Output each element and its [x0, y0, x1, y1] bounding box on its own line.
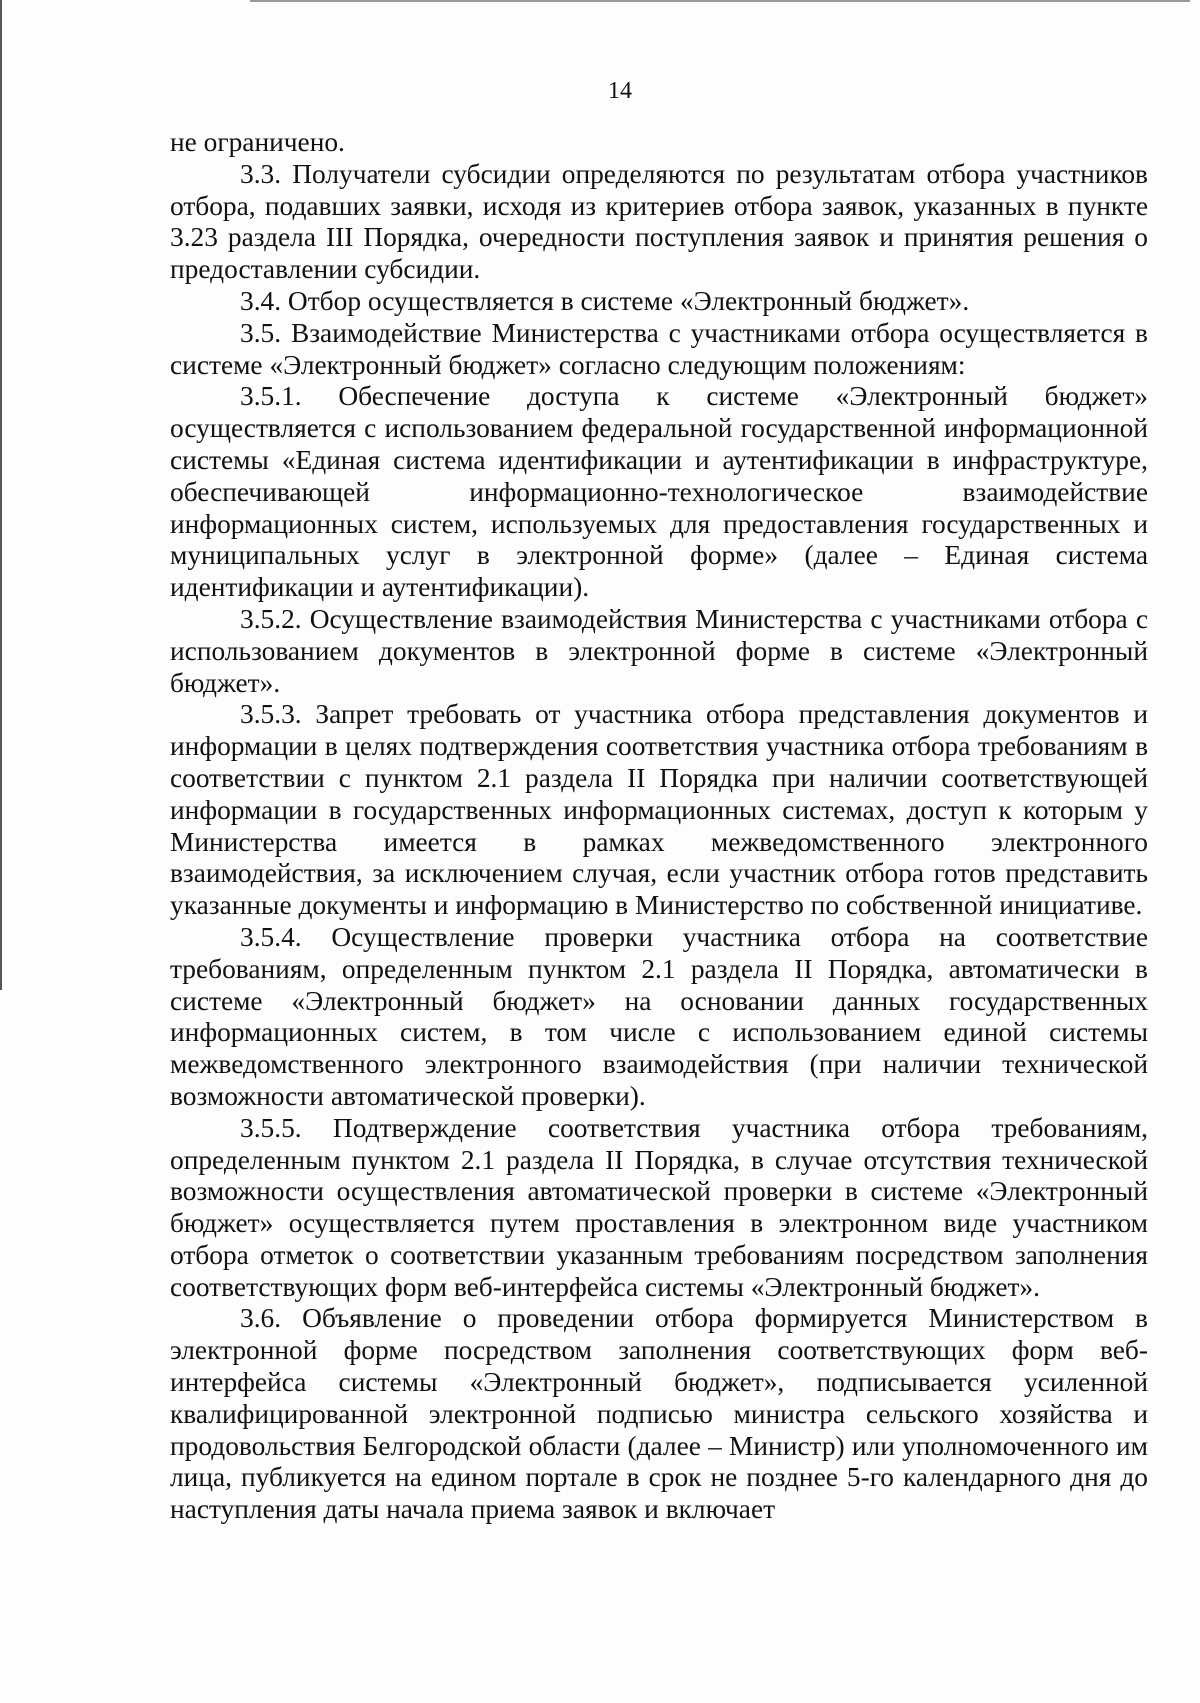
document-body	[170, 127, 1148, 1526]
paragraph-3-5-2: 3.5.2. Осуществление взаимодействия Министерства с участниками отбора с использованием документов в электронной форме в системе «Электронный бюджет».	[170, 603, 1148, 698]
paragraph-3-5-1: 3.5.1. Обеспечение доступа к системе «Электронный бюджет» осуществляется с использованием федеральной государственной информационной системы «Единая система идентификации и аутентификации в инфраструктуре, обеспечивающей информационно-технологическое взаимодействие информационных систем, используемых для предоставления государственных и муниципальных услуг в электронной форме» (далее – Единая система идентификации и аутентификации).	[170, 381, 1148, 603]
paragraph-continuation: не ограничено.	[170, 127, 345, 157]
scan-left-edge	[0, 0, 2, 990]
paragraph-3-5-4: 3.5.4. Осуществление проверки участника отбора на соответствие требованиям, определенным пунктом 2.1 раздела II Порядка, автоматически в системе «Электронный бюджет» на основании данных государственных информационных систем, в том числе с использованием единой системы межведомственного электронного взаимодействия (при наличии технической возможности автоматической проверки).	[170, 921, 1148, 1111]
page-number: 14	[608, 78, 632, 104]
paragraph-3-5: 3.5. Взаимодействие Министерства с участниками отбора осуществляется в системе «Электронный бюджет» согласно следующим положениям:	[170, 317, 1148, 380]
paragraph-3-5-5: 3.5.5. Подтверждение соответствия участника отбора требованиям, определенным пунктом 2.1 раздела II Порядка, в случае отсутствия технической возможности осуществления автоматической проверки в системе «Электронный бюджет» осуществляется путем проставления в электронном виде участником отбора отметок о соответствии указанным требованиям посредством заполнения соответствующих форм веб-интерфейса системы «Электронный бюджет».	[170, 1112, 1148, 1302]
scan-top-edge	[250, 0, 1190, 2]
paragraph-3-6: 3.6. Объявление о проведении отбора формируется Министерством в электронной форме посредством заполнения соответствующих форм веб-интерфейса системы «Электронный бюджет», подписывается усиленной квалифицированной электронной подписью министра сельского хозяйства и продовольствия Белгородской области (далее – Министр) или уполномоченного им лица, публикуется на едином портале в срок не позднее 5-го календарного дня до наступления даты начала приема заявок и включает	[170, 1303, 1148, 1525]
paragraph-3-3: 3.3. Получатели субсидии определяются по результатам отбора участников отбора, подавших заявки, исходя из критериев отбора заявок, указанных в пункте 3.23 раздела III Порядка, очередности поступления заявок и принятия решения о предоставлении субсидии.	[170, 158, 1148, 285]
paragraph-3-5-3: 3.5.3. Запрет требовать от участника отбора представления документов и информации в целях подтверждения соответствия участника отбора требованиям в соответствии с пунктом 2.1 раздела II Порядка при наличии соответствующей информации в государственных информационных системах, доступ к которым у Министерства имеется в рамках межведомственного электронного взаимодействия, за исключением случая, если участник отбора готов представить указанные документы и информацию в Министерство по собственной инициативе.	[170, 699, 1148, 921]
paragraph-3-4: 3.4. Отбор осуществляется в системе «Электронный бюджет».	[240, 285, 970, 316]
